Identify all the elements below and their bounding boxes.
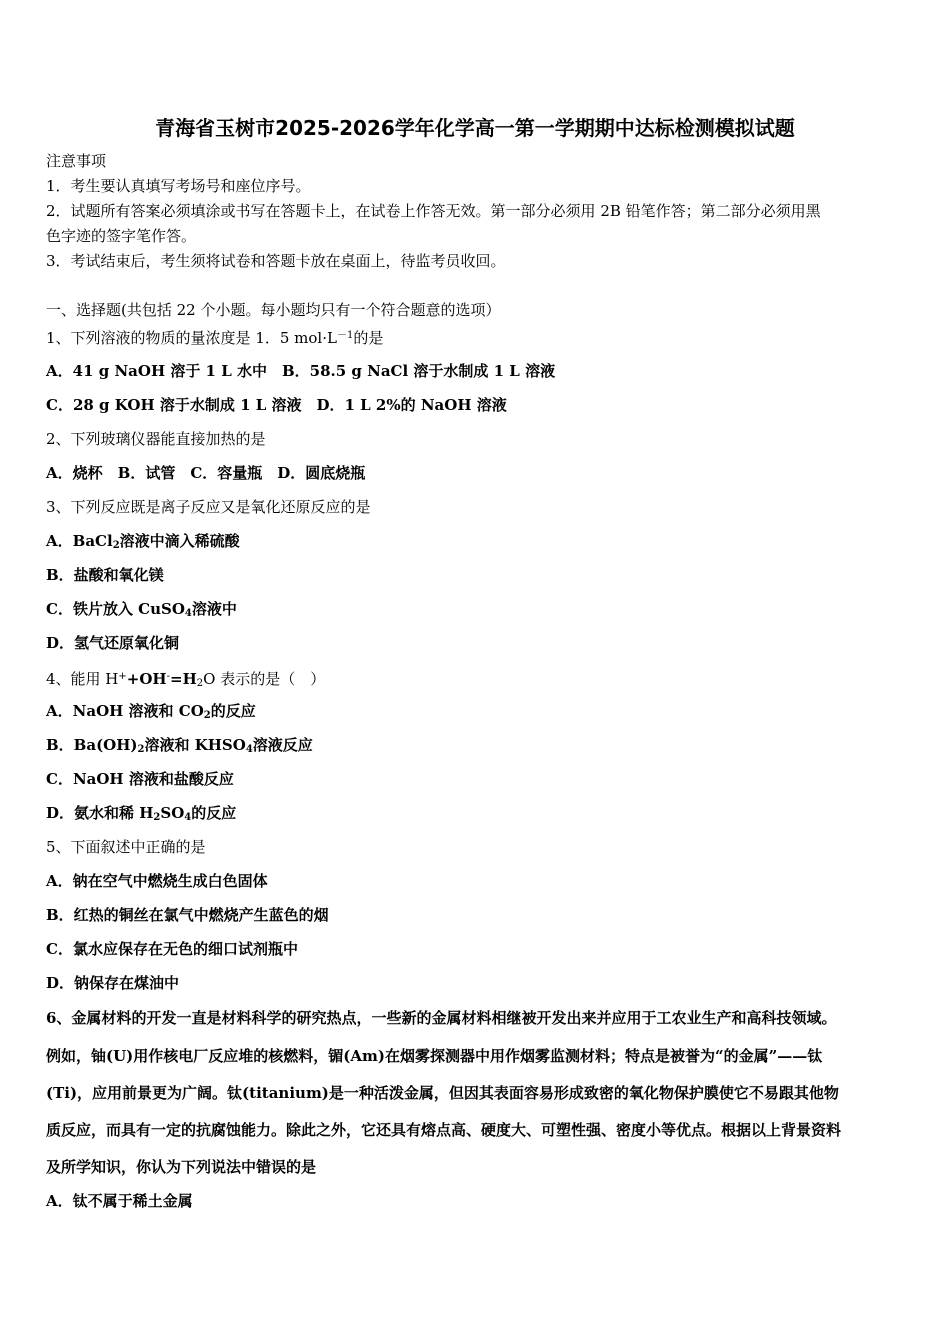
notice-item-1: 1．考生要认真填写考场号和座位序号。 xyxy=(46,177,311,195)
question-2-options: A．烧杯 B．试管 C．容量瓶 D．圆底烧瓶 xyxy=(46,464,366,482)
exam-title: 青海省玉树市2025-2026学年化学高一第一学期期中达标检测模拟试题 xyxy=(155,116,795,140)
question-4-option-b: B．$Ba(OH)_2$溶液和 $KHSO_4$溶液反应 xyxy=(46,736,313,755)
notice-item-3: 3．考试结束后，考生须将试卷和答题卡放在桌面上，待监考员收回。 xyxy=(46,252,506,270)
question-1-stem: 1、下列溶液的物质的量浓度是 1．5 $mol\cdot L^{-1}$的是 xyxy=(46,329,384,347)
question-5-option-d: D．钠保存在煤油中 xyxy=(46,974,180,992)
question-3-option-d: D．氢气还原氧化铜 xyxy=(46,634,180,652)
question-6-line-4: 质反应，而具有一定的抗腐蚀能力。除此之外，它还具有熔点高、硬度大、可塑性强、密度小等优点。根据以上背景资料 xyxy=(46,1121,842,1139)
question-5-option-a: A．钠在空气中燃烧生成白色固体 xyxy=(46,872,268,890)
question-3-option-c: C．铁片放入 CuSO$_4$溶液中 xyxy=(46,600,237,619)
question-1-options-cd: C．28 g KOH 溶于水制成 1 L 溶液 D．1 L 2%的 NaOH 溶液 xyxy=(46,396,507,414)
question-1-options-ab: A．41 g NaOH 溶于 1 L 水中 B．58.5 g NaCl 溶于水制成 1 L 溶液 xyxy=(46,362,556,380)
question-4-option-a: A．NaOH 溶液和 $CO_2$的反应 xyxy=(46,702,256,721)
notice-item-2: 2．试题所有答案必须填涂或书写在答题卡上，在试卷上作答无效。第一部分必须用 2B 铅笔作答；第二部分必须用黑 xyxy=(46,202,821,220)
question-5-option-b: B．红热的铜丝在氯气中燃烧产生蓝色的烟 xyxy=(46,906,329,924)
question-6-option-a: A．钛不属于稀土金属 xyxy=(46,1192,193,1210)
question-3-stem: 3、下列反应既是离子反应又是氧化还原反应的是 xyxy=(46,498,371,516)
question-3-option-a: A．BaCl$_2$溶液中滴入稀硫酸 xyxy=(46,532,240,551)
question-4-option-c: C．NaOH 溶液和盐酸反应 xyxy=(46,770,234,788)
question-5-option-c: C．氯水应保存在无色的细口试剂瓶中 xyxy=(46,940,298,958)
question-6-line-1: 6、金属材料的开发一直是材料科学的研究热点，一些新的金属材料相继被开发出来并应用于工农业生产和高科技领域。 xyxy=(46,1009,837,1027)
question-4-stem: 4、能用 $H^++OH^-=H_2O$ 表示的是（ ） xyxy=(46,670,326,689)
notice-item-2-cont: 色字迹的签字笔作答。 xyxy=(46,227,197,245)
question-6-line-3: (Ti)，应用前景更为广阔。钛(titanium)是一种活泼金属，但因其表面容易形成致密的氧化物保护膜使它不易跟其他物 xyxy=(46,1084,839,1102)
question-4-option-d: D．氨水和稀 $H_2SO_4$的反应 xyxy=(46,804,237,823)
question-5-stem: 5、下面叙述中正确的是 xyxy=(46,838,206,856)
question-2-stem: 2、下列玻璃仪器能直接加热的是 xyxy=(46,430,266,448)
section-heading: 一、选择题(共包括 22 个小题。每小题均只有一个符合题意的选项） xyxy=(46,301,501,319)
question-6-line-5: 及所学知识，你认为下列说法中错误的是 xyxy=(46,1158,317,1176)
question-3-option-b: B．盐酸和氧化镁 xyxy=(46,566,164,584)
notice-heading: 注意事项 xyxy=(46,152,107,170)
question-6-line-2: 例如，铀(U)用作核电厂反应堆的核燃料，镅(Am)在烟雾探测器中用作烟雾监测材料；特点是被誉为“的金属”——钛 xyxy=(46,1047,823,1065)
